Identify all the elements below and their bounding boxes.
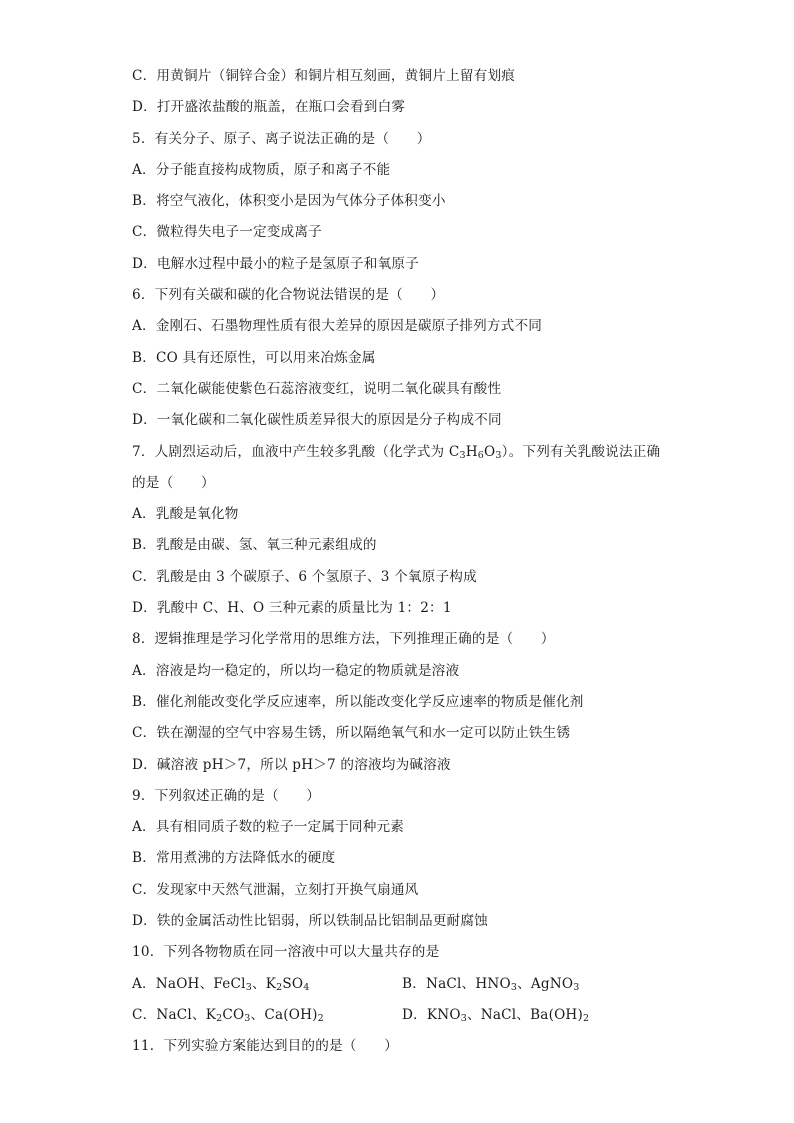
- question-text: 8．逻辑推理是学习化学常用的思维方法，下列推理正确的是（ ）: [132, 631, 555, 648]
- option-text: C．用黄铜片（铜锌合金）和铜片相互刻画，黄铜片上留有划痕: [132, 68, 516, 84]
- option-text: B．CO 具有还原性，可以用来冶炼金属: [132, 349, 376, 366]
- option-text: A．乳酸是氧化物: [132, 506, 239, 523]
- option-text: A．分子能直接构成物质，原子和离子不能: [132, 161, 391, 178]
- option-text: C．乳酸是由 3 个碳原子、6 个氢原子、3 个氧原子构成: [132, 568, 477, 585]
- question-text: 11．下列实验方案能达到目的的是（ ）: [132, 1038, 398, 1055]
- option-row: [132, 969, 672, 1000]
- option-text: B．NaCl、$HNO_3$、AgNO$_3$: [402, 975, 580, 993]
- option-text: B．乳酸是由碳、氢、氧三种元素组成的: [132, 537, 377, 554]
- option-row: [132, 1000, 672, 1031]
- option-text: D．碱溶液 pH＞7，所以 pH＞7 的溶液均为碱溶液: [132, 756, 451, 773]
- option-text: D．乳酸中 C、H、O 三种元素的质量比为 1：2：1: [132, 600, 452, 617]
- option-text: B．将空气液化，体积变小是因为气体分子体积变小: [132, 193, 446, 210]
- option-text: D．铁的金属活动性比铝弱，所以铁制品比铝制品更耐腐蚀: [132, 913, 488, 930]
- option-text: B．催化剂能改变化学反应速率，所以能改变化学反应速率的物质是催化剂: [132, 693, 584, 710]
- question-text: 10．下列各物物质在同一溶液中可以大量共存的是: [132, 944, 440, 961]
- question-text: 6．下列有关碳和碳的化合物说法错误的是（ ）: [132, 287, 445, 304]
- option-text: C．发现家中天然气泄漏，立刻打开换气扇通风: [132, 881, 419, 898]
- option-text: A．金刚石、石墨物理性质有很大差异的原因是碳原子排列方式不同: [132, 318, 543, 335]
- question-text: 的是（ ）: [132, 474, 215, 491]
- question-text: 5．有关分子、原子、离子说法正确的是（ ）: [132, 130, 431, 147]
- question-text: 7．人剧烈运动后，血液中产生较多乳酸（化学式为 $C_3H_6O_3$）。下列有关乳酸说法正确: [132, 443, 661, 461]
- option-text: C．微粒得失电子一定变成离子: [132, 224, 322, 241]
- option-text: D．打开盛浓盐酸的瓶盖，在瓶口会看到白雾: [132, 99, 406, 116]
- option-text: C．铁在潮湿的空气中容易生锈，所以隔绝氧气和水一定可以防止铁生锈: [132, 725, 571, 742]
- option-text: A．具有相同质子数的粒子一定属于同种元素: [132, 819, 405, 836]
- question-text: 9．下列叙述正确的是（ ）: [132, 787, 321, 804]
- option-text: D．$KNO_3$、NaCl、$Ba(OH)_2$: [402, 1006, 590, 1024]
- option-text: A．溶液是均一稳定的，所以均一稳定的物质就是溶液: [132, 662, 460, 679]
- option-text: A．NaOH、FeCl$_3$、$K_2SO_4$: [132, 975, 310, 993]
- option-text: B．常用煮沸的方法降低水的硬度: [132, 850, 336, 867]
- option-text: C．NaCl、$K_2CO_3$、$Ca(OH)_2$: [132, 1006, 324, 1024]
- option-text: D．一氧化碳和二氧化碳性质差异很大的原因是分子构成不同: [132, 412, 502, 429]
- option-text: D．电解水过程中最小的粒子是氢原子和氧原子: [132, 255, 419, 272]
- option-text: C．二氧化碳能使紫色石蕊溶液变红，说明二氧化碳具有酸性: [132, 380, 502, 397]
- exam-page: [132, 61, 672, 1063]
